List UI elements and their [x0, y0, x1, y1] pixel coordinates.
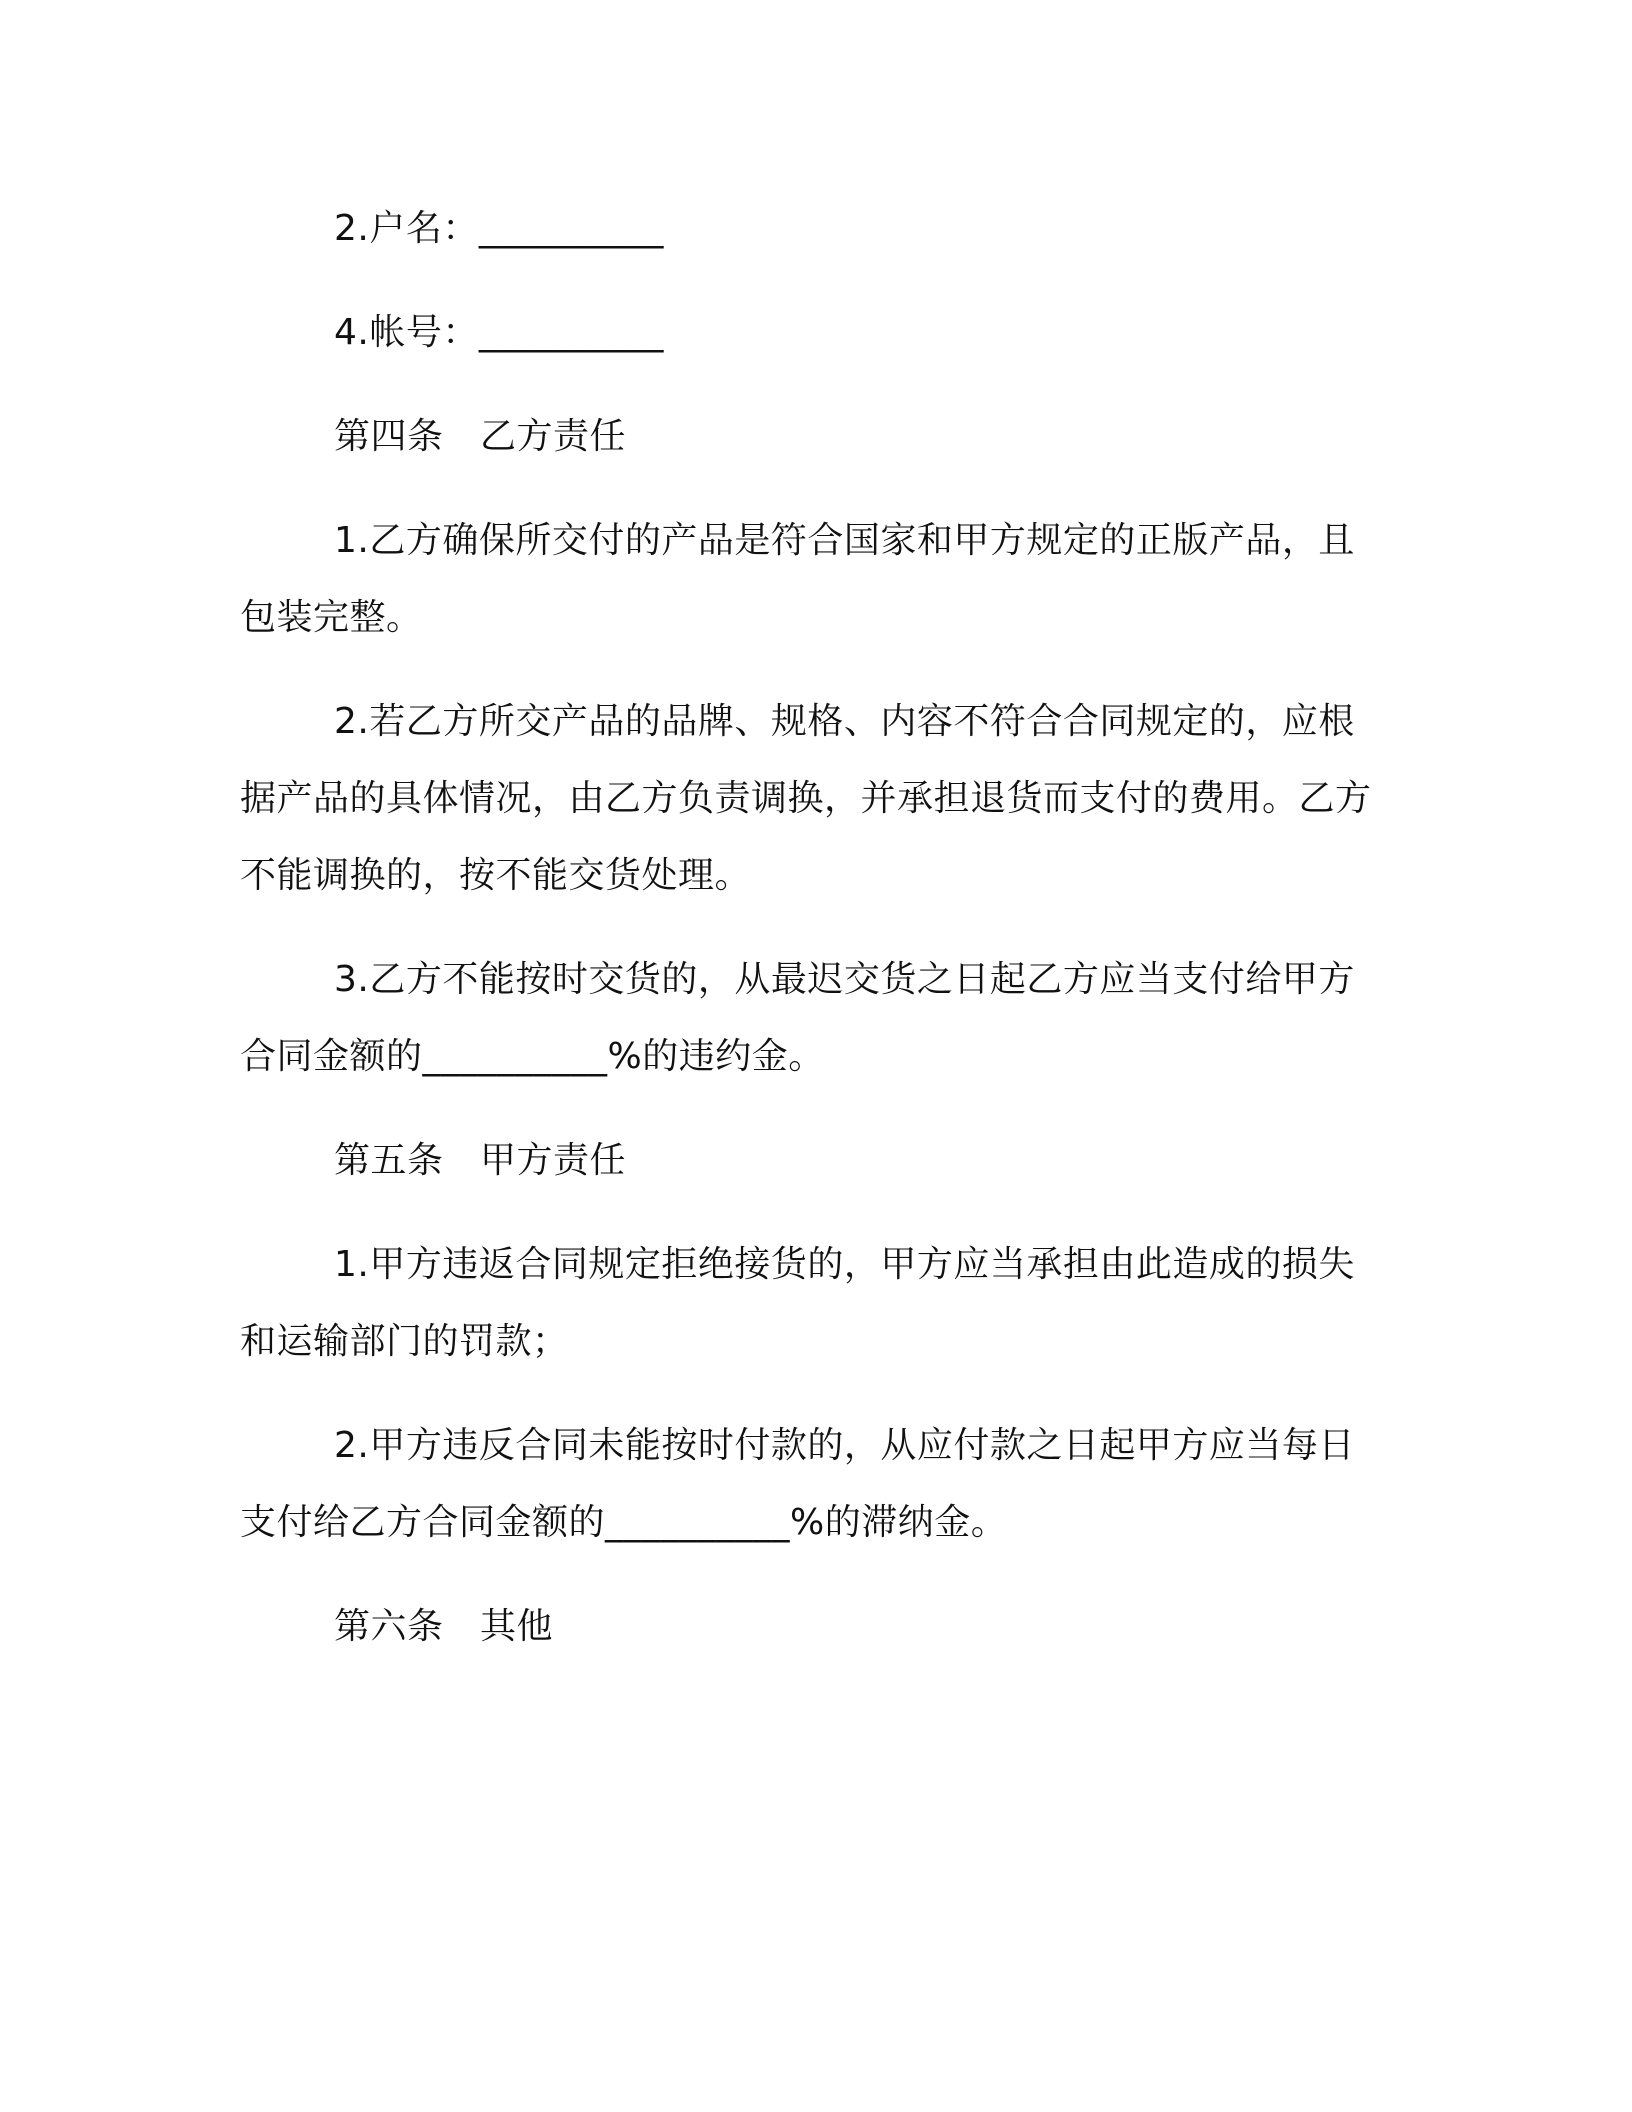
article-4-clause-3: 3.乙方不能按时交货的，从最迟交货之日起乙方应当支付给甲方合同金额的__________%的违约金。	[240, 959, 1355, 1077]
article-5-clause-1: 1.甲方违返合同规定拒绝接货的，甲方应当承担由此造成的损失和运输部门的罚款；	[240, 1244, 1355, 1362]
account-name-line: 2.户名：__________	[334, 208, 664, 249]
article-5-heading: 第五条 甲方责任	[334, 1140, 627, 1181]
article-5-clause-2: 2.甲方违反合同未能按时付款的，从应付款之日起甲方应当每日支付给乙方合同金额的__________%的滞纳金。	[240, 1425, 1355, 1543]
document-body	[240, 190, 1372, 1665]
account-number-line: 4.帐号：__________	[334, 312, 664, 353]
article-6-heading: 第六条 其他	[334, 1606, 554, 1647]
article-4-heading: 第四条 乙方责任	[334, 416, 627, 457]
article-4-clause-2: 2.若乙方所交产品的品牌、规格、内容不符合合同规定的，应根据产品的具体情况，由乙方负责调换，并承担退货而支付的费用。乙方不能调换的，按不能交货处理。	[240, 701, 1372, 896]
article-4-clause-1: 1.乙方确保所交付的产品是符合国家和甲方规定的正版产品，且包装完整。	[240, 520, 1355, 638]
